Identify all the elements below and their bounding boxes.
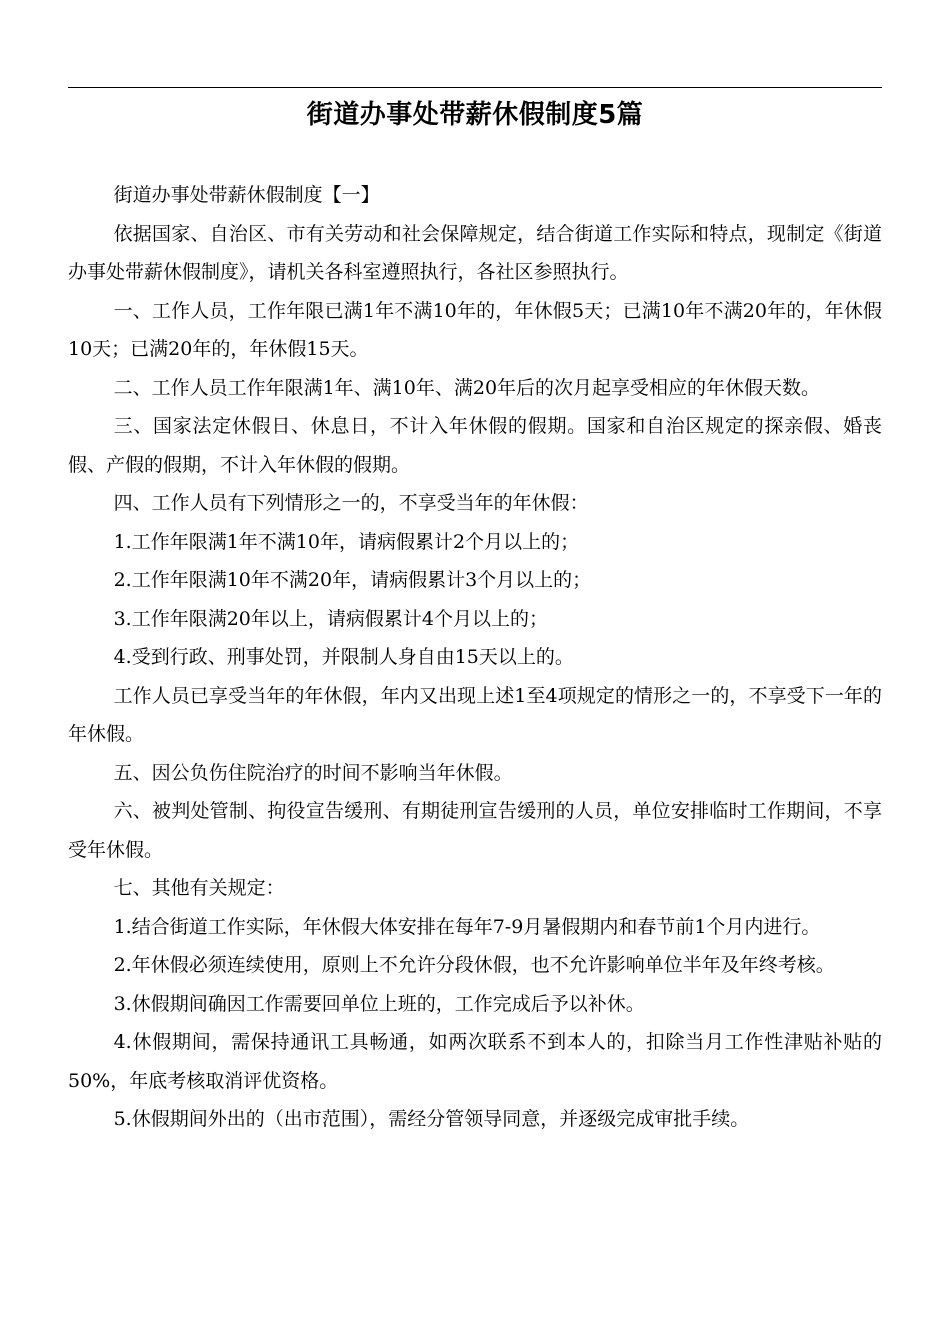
list-item: 4.休假期间，需保持通讯工具畅通，如两次联系不到本人的，扣除当月工作性津贴补贴的50%，年底考核取消评优资格。 [68, 1031, 882, 1092]
list-item: 2.年休假必须连续使用，原则上不允许分段休假，也不允许影响单位半年及年终考核。 [113, 954, 835, 976]
document-title: 街道办事处带薪休假制度5篇 [306, 100, 644, 130]
paragraph: 依据国家、自治区、市有关劳动和社会保障规定，结合街道工作实际和特点，现制定《街道办事处带薪休假制度》，请机关各科室遵照执行，各社区参照执行。 [68, 222, 882, 283]
paragraph: 七、其他有关规定： [113, 877, 285, 899]
paragraph: 六、被判处管制、拘役宣告缓刑、有期徒刑宣告缓刑的人员，单位安排临时工作期间，不享受年休假。 [68, 800, 882, 861]
list-item: 3.工作年限满20年以上，请病假累计4个月以上的； [113, 607, 548, 630]
paragraph: 五、因公负伤住院治疗的时间不影响当年休假。 [113, 761, 513, 784]
document-body [68, 176, 882, 1139]
section-heading: 街道办事处带薪休假制度【一】 [113, 184, 380, 206]
list-item: 5.休假期间外出的（出市范围），需经分管领导同意，并逐级完成审批手续。 [113, 1108, 750, 1130]
list-item: 3.休假期间确因工作需要回单位上班的，工作完成后予以补休。 [113, 992, 645, 1015]
header-rule [68, 87, 882, 88]
paragraph: 四、工作人员有下列情形之一的，不享受当年的年休假： [113, 492, 589, 514]
paragraph: 二、工作人员工作年限满1年、满10年、满20年后的次月起享受相应的年休假天数。 [113, 376, 821, 399]
paragraph: 一、工作人员，工作年限已满1年不满10年的，年休假5天；已满10年不满20年的，年休假10天；已满20年的，年休假15天。 [68, 299, 882, 360]
list-item: 2.工作年限满10年不满20年，请病假累计3个月以上的； [113, 569, 592, 591]
list-item: 1.结合街道工作实际，年休假大体安排在每年7-9月暑假期内和春节前1个月内进行。 [113, 915, 821, 938]
paragraph: 工作人员已享受当年的年休假，年内又出现上述1至4项规定的情形之一的，不享受下一年的年休假。 [68, 684, 882, 745]
paragraph: 三、国家法定休假日、休息日，不计入年休假的假期。国家和自治区规定的探亲假、婚丧假、产假的假期，不计入年休假的假期。 [68, 415, 882, 476]
list-item: 1.工作年限满1年不满10年，请病假累计2个月以上的； [113, 530, 580, 553]
list-item: 4.受到行政、刑事处罚，并限制人身自由15天以上的。 [113, 646, 574, 668]
